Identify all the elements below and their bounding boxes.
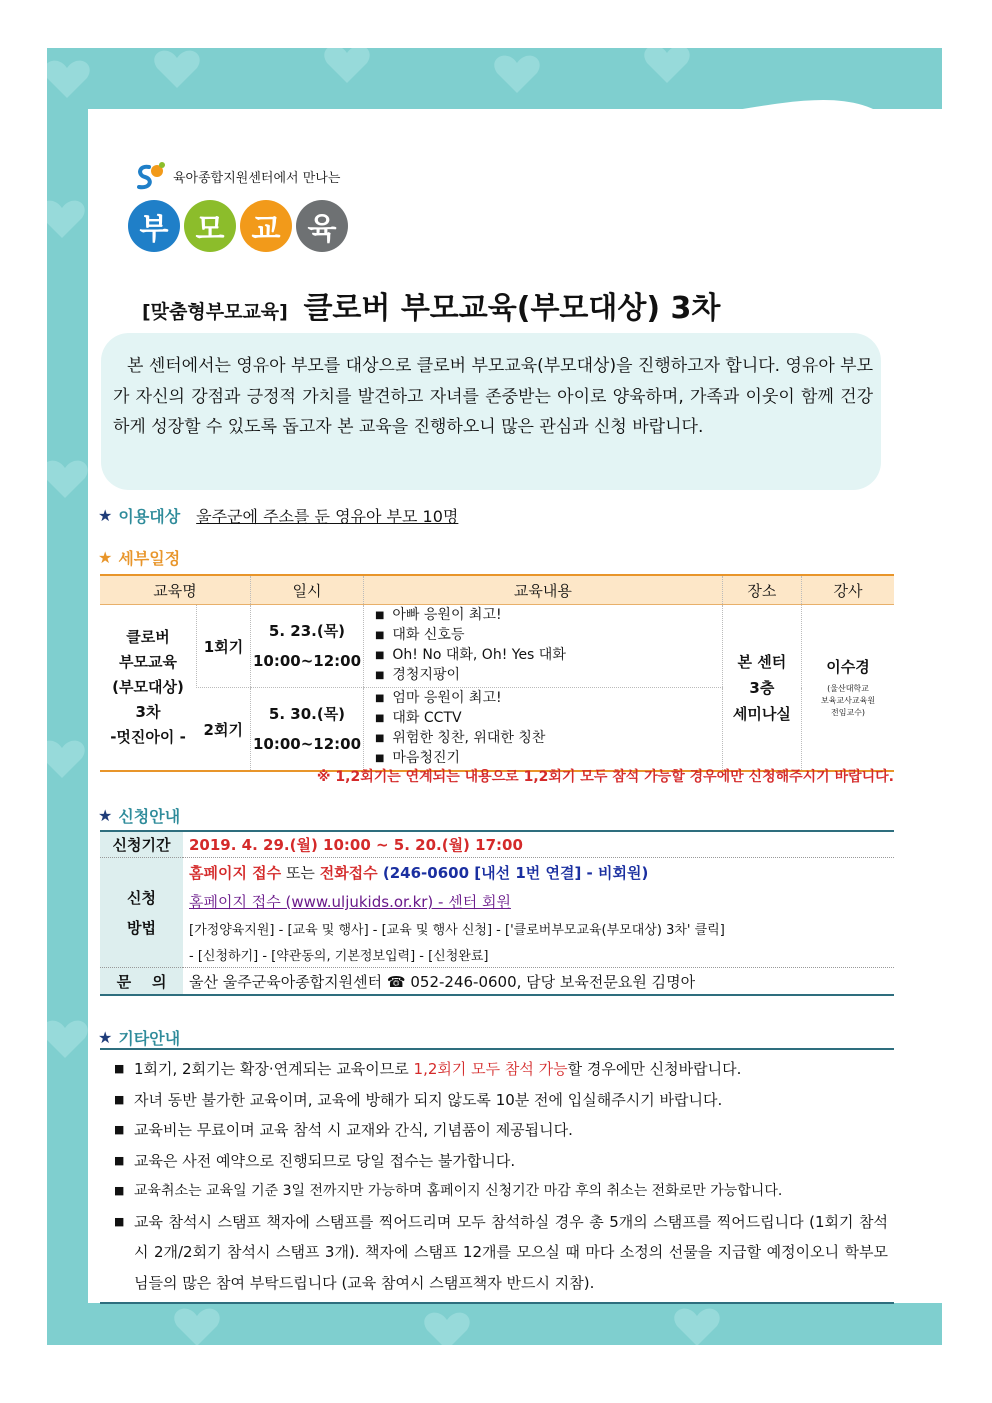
col-header: 장소: [722, 575, 801, 605]
col-header: 교육명: [100, 575, 251, 605]
bullet-icon: ■: [114, 1153, 125, 1167]
session-no: 1회기: [197, 605, 251, 688]
list-item: ■ 교육취소는 교육일 기준 3일 전까지만 가능하며 홈페이지 신청기간 마감 후의 취소는 전화로만 가능합니다.: [100, 1176, 894, 1207]
list-item: ■ 대화 CCTV: [375, 709, 721, 729]
star-icon: ★: [98, 1028, 113, 1047]
logo-circle: 교: [240, 200, 292, 252]
brand-line: [135, 161, 340, 191]
target-value: 울주군에 주소를 둔 영유아 부모 10명: [196, 507, 459, 526]
logo-circle: 모: [184, 200, 236, 252]
table-row: [100, 916, 894, 942]
method-line-1: 홈페이지 접수 또는 전화접수 (246-0600 [내선 1번 연결] - 비회원): [189, 864, 649, 883]
list-item: ■ 1회기, 2회기는 확장·연계되는 교육이므로 1,2회기 모두 참석 가능할 경우에만 신청바랍니다.: [100, 1054, 894, 1085]
method-label: 신청 방법: [100, 858, 183, 968]
logo-circle: 부: [128, 200, 180, 252]
star-icon: ★: [98, 506, 113, 525]
session-content: [363, 605, 722, 688]
bullet-icon: ■: [114, 1123, 125, 1136]
contact-value: 울산 울주군육아종합지원센터 ☎ 052-246-0600, 담당 보육전문요원 김명아: [183, 968, 894, 996]
bullet-icon: ■: [114, 1184, 125, 1197]
schedule-note: ※ 1,2회기는 연계되는 내용으로 1,2회기 모두 참석 가능할 경우에만 신청해주시기 바랍니다.: [316, 769, 894, 785]
place-cell: 본 센터 3층 세미나실: [722, 605, 801, 772]
star-icon: ★: [98, 548, 113, 567]
bullet-icon: ■: [114, 1214, 125, 1228]
col-header: 강사: [802, 575, 894, 605]
session-datetime: 5. 30.(목) 10:00~12:00: [251, 688, 364, 772]
center-logo-icon: [135, 161, 167, 191]
table-row: [100, 942, 894, 968]
list-item: ■ 교육은 사전 예약으로 진행되므로 당일 접수는 불가합니다.: [100, 1146, 894, 1177]
list-item: ■ 마음청진기: [375, 749, 721, 769]
session-no: 2회기: [197, 688, 251, 772]
table-header-row: [100, 575, 894, 605]
method-line-2[interactable]: 홈페이지 접수 (www.uljukids.or.kr) - 센터 회원: [189, 893, 511, 911]
session-datetime: 5. 23.(목) 10:00~12:00: [251, 605, 364, 688]
page-title: [142, 283, 842, 327]
list-item: ■ Oh! No 대화, Oh! Yes 대화: [375, 646, 721, 666]
col-header: 일시: [251, 575, 364, 605]
schedule-label: 세부일정: [118, 549, 181, 568]
table-row: [100, 831, 894, 858]
schedule-section-title: [98, 546, 180, 569]
list-item: ■ 자녀 동반 불가한 교육이며, 교육에 방해가 되지 않도록 10분 전에 입실해주시기 바랍니다.: [100, 1085, 894, 1116]
period-value: 2019. 4. 29.(월) 10:00 ~ 5. 20.(월) 17:00: [183, 831, 894, 858]
title-tag: [맞춤형부모교육]: [142, 301, 288, 323]
table-row: [100, 888, 894, 916]
table-row: [100, 858, 894, 888]
logo-circle: 육: [296, 200, 348, 252]
session-content: [363, 688, 722, 772]
bullet-icon: ■: [114, 1062, 125, 1075]
list-item: ■ 아빠 응원이 최고!: [375, 606, 721, 626]
etc-label: 기타안내: [118, 1029, 181, 1048]
apply-label: 신청안내: [118, 807, 181, 826]
program-logo: [128, 200, 348, 252]
course-name-cell: 클로버 부모교육 (부모대상) 3차 -멋진아이 -: [100, 605, 197, 772]
col-header: 교육내용: [363, 575, 722, 605]
schedule-table: [100, 574, 894, 772]
bullet-icon: ■: [114, 1092, 125, 1106]
target-section: [98, 504, 458, 527]
period-label: 신청기간: [100, 831, 183, 858]
table-row: [100, 605, 894, 688]
list-item: ■ 대화 신호등: [375, 626, 721, 646]
list-item: ■ 경청지팡이: [375, 666, 721, 686]
list-item: ■ 교육 참석시 스탬프 책자에 스탬프를 찍어드리며 모두 참석하실 경우 총 5개의 스탬프를 찍어드립니다 (1회기 참석시 2개/2회기 참석시 스탬프 3개). 책자에 스탬프 12개를 모으실 때 마다 소정의 선물을 지급할 예정이오니 학부모님들의 많은 참여 부탁드립니다 (교육 참여시 스탬프책자 반드시 지참).: [100, 1207, 894, 1299]
table-row: [100, 968, 894, 996]
title-main: 클로버 부모교육(부모대상) 3차: [303, 291, 721, 326]
brand-text: 육아종합지원센터에서 만나는: [173, 170, 341, 186]
method-line-3: [가정양육지원] - [교육 및 행사] - [교육 및 행사 신청] - ['클로버부모교육(부모대상) 3차' 클릭]: [189, 923, 725, 938]
etc-list-box: [100, 1048, 894, 1304]
list-item: ■ 위험한 칭찬, 위대한 칭찬: [375, 729, 721, 749]
contact-label: 문 의: [100, 968, 183, 996]
apply-section-title: [98, 804, 180, 827]
instructor-cell: 이수경 (울산대학교 보육교사교육원 전임교수): [802, 605, 894, 772]
method-line-4: - [신청하기] - [약관동의, 기본정보입력] - [신청완료]: [189, 948, 489, 964]
etc-section-title: [98, 1026, 180, 1049]
intro-box: 본 센터에서는 영유아 부모를 대상으로 클로버 부모교육(부모대상)을 진행하고자 합니다. 영유아 부모가 자신의 강점과 긍정적 가치를 발견하고 자녀를 존중받는 아이로 양육하며, 가족과 이웃이 함께 건강하게 성장할 수 있도록 돕고자 본 교육을 진행하오니 많은 관심과 신청 바랍니다.: [101, 333, 881, 490]
target-label: 이용대상: [118, 507, 181, 526]
list-item: ■ 교육비는 무료이며 교육 참석 시 교재와 간식, 기념품이 제공됩니다.: [100, 1115, 894, 1146]
apply-table: [100, 830, 894, 996]
list-item: ■ 엄마 응원이 최고!: [375, 689, 721, 709]
star-icon: ★: [98, 806, 113, 825]
